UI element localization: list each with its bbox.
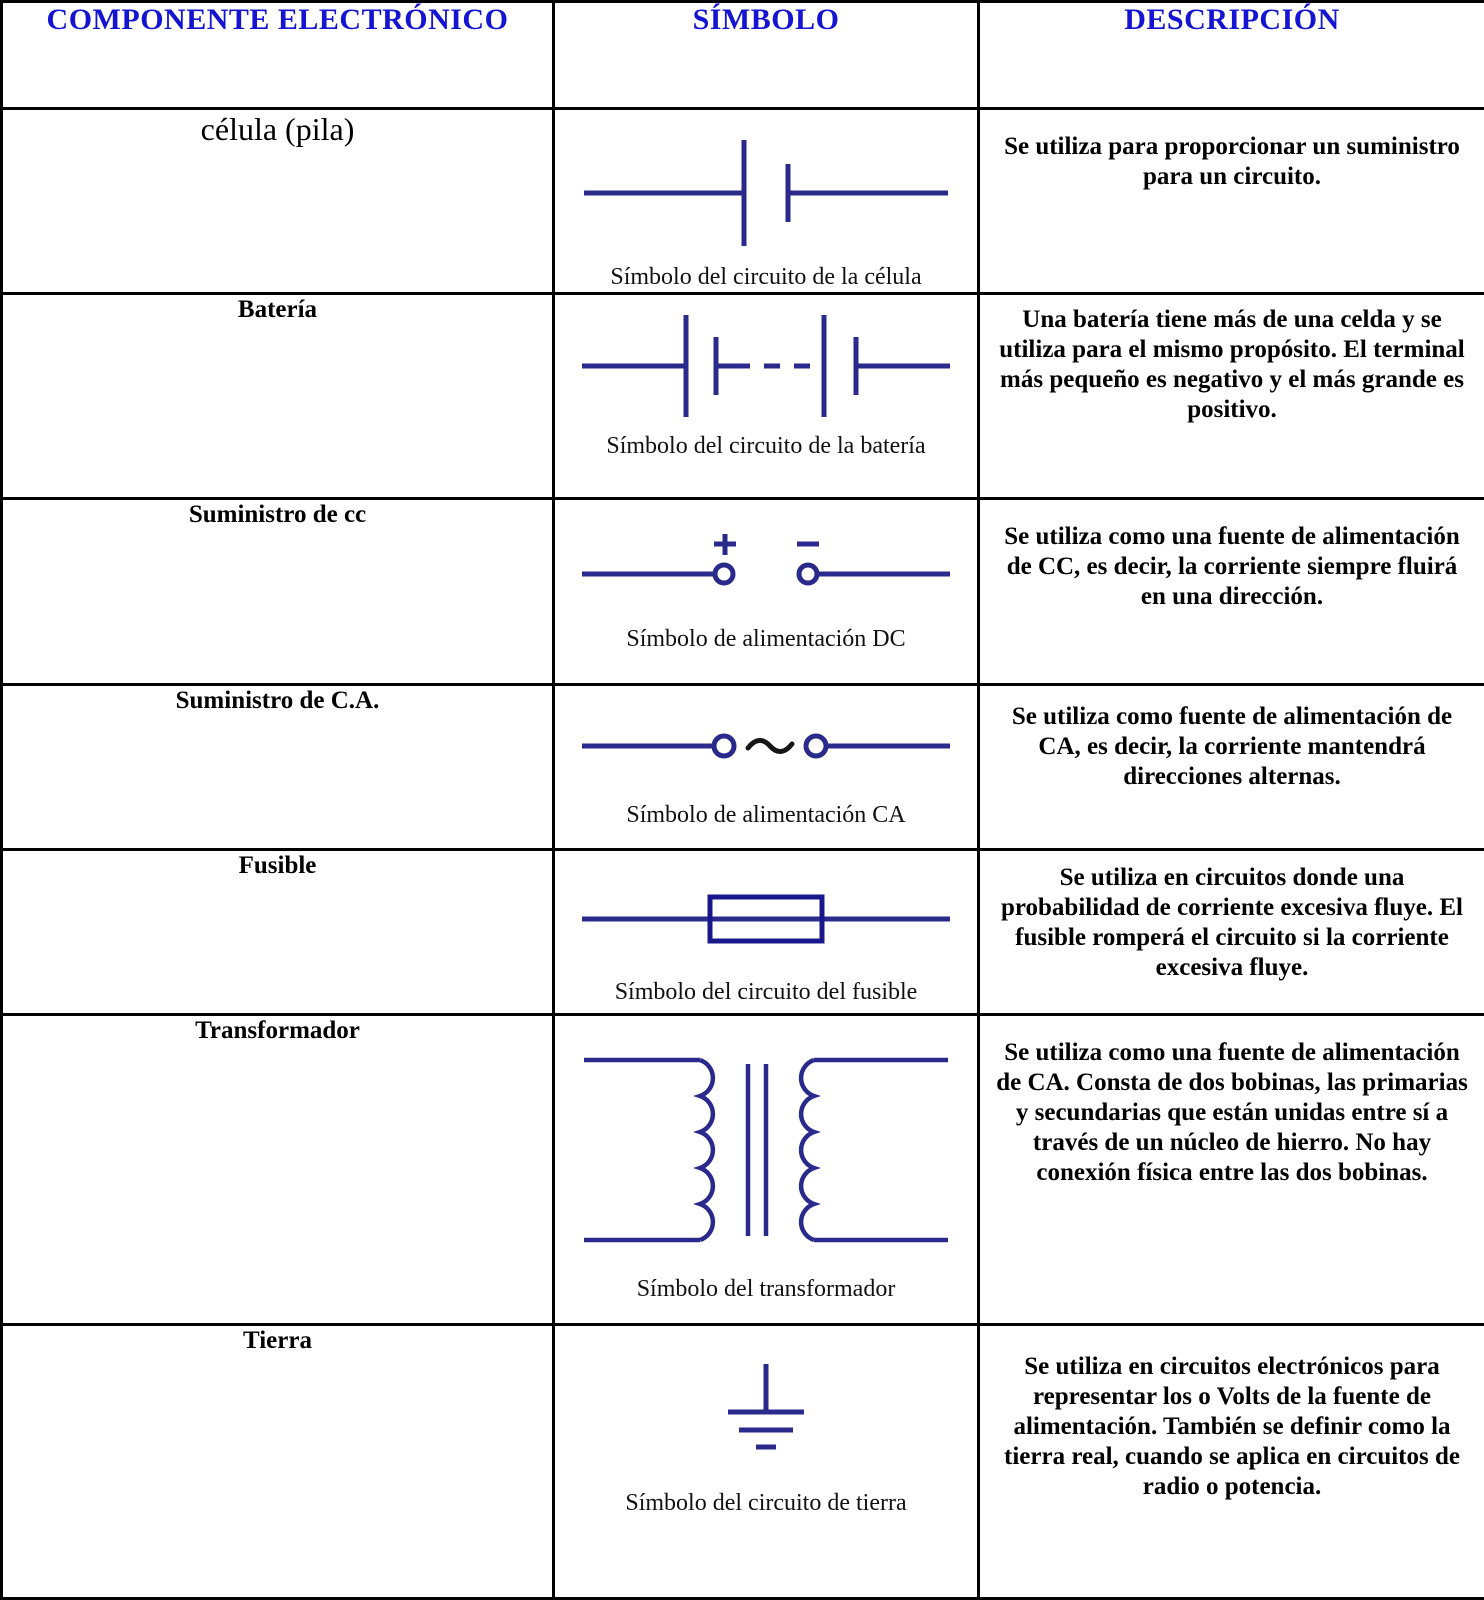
ground-symbol: [555, 1354, 977, 1460]
component-name-cell: [2, 849, 554, 1014]
component-name-cell: [2, 498, 554, 684]
description-cell: [979, 849, 1484, 1014]
table-row: [2, 498, 1484, 684]
table-body: [2, 109, 1484, 1599]
component-name-cell: [2, 1014, 554, 1324]
component-name-cell: [2, 1324, 554, 1598]
description-cell: [979, 684, 1484, 849]
table-row: [2, 1014, 1484, 1324]
table-row: [2, 109, 1484, 294]
symbol-caption: Símbolo de alimentación CA: [626, 801, 906, 828]
description-cell: [979, 293, 1484, 498]
component-name-label: Suministro de C.A.: [175, 686, 380, 714]
description-text: Se utiliza como una fuente de alimentación de CC, es decir, la corriente siempre fluirá en una dirección.: [1004, 522, 1460, 610]
description-text: Se utiliza para proporcionar un suministro para un circuito.: [1004, 133, 1460, 190]
symbol-caption: Símbolo de alimentación DC: [626, 625, 906, 652]
symbol-cell: [554, 684, 979, 849]
table-row: [2, 684, 1484, 849]
description-cell: [979, 109, 1484, 294]
header-cell-component: [2, 2, 554, 109]
table-row: [2, 293, 1484, 498]
table-row: [2, 849, 1484, 1014]
description-cell: [979, 498, 1484, 684]
symbol-cell: [554, 1014, 979, 1324]
symbol-caption: Símbolo del circuito de tierra: [625, 1489, 907, 1516]
ac-supply-symbol: [555, 716, 977, 772]
symbol-cell: [554, 293, 979, 498]
component-name-label: Batería: [237, 295, 318, 323]
header-cell-symbol: [554, 2, 979, 109]
header-label-description: DESCRIPCIÓN: [1124, 3, 1340, 36]
component-name-label: Suministro de cc: [188, 500, 367, 528]
component-name-cell: [2, 109, 554, 294]
description-text: Se utiliza en circuitos electrónicos para representar los o Volts de la fuente de alimentación. También se definir como la tierra real, cuando se aplica en circuitos de radio o potencia.: [1004, 1352, 1460, 1500]
symbol-caption: Símbolo del transformador: [636, 1275, 896, 1302]
header-label-component: COMPONENTE ELECTRÓNICO: [46, 3, 509, 36]
description-text: Una batería tiene más de una celda y se utiliza para el mismo propósito. El terminal más pequeño es negativo y el más grande es positivo.: [999, 305, 1465, 423]
symbol-caption: Símbolo del circuito de la batería: [606, 432, 926, 459]
description-cell: [979, 1014, 1484, 1324]
component-name-label: Transformador: [195, 1016, 360, 1044]
symbol-cell: [554, 849, 979, 1014]
transformer-symbol: [555, 1046, 977, 1246]
description-text: Se utiliza como fuente de alimentación de CA, es decir, la corriente mantendrá direcciones alternas.: [1011, 702, 1453, 790]
symbol-cell: [554, 1324, 979, 1598]
battery-symbol: [555, 307, 977, 425]
symbol-caption: Símbolo del circuito del fusible: [614, 978, 918, 1005]
component-name-cell: [2, 684, 554, 849]
cell-battery-symbol: [555, 134, 977, 252]
dc-supply-symbol: [555, 526, 977, 596]
description-cell: [979, 1324, 1484, 1598]
component-name-cell: [2, 293, 554, 498]
table-header: [2, 2, 1484, 109]
component-name-label: Fusible: [238, 851, 317, 879]
description-text: Se utiliza en circuitos donde una probabilidad de corriente excesiva fluye. El fusible romperá el circuito si la corriente excesiva fluye.: [1000, 863, 1463, 981]
component-name-label: Tierra: [243, 1326, 312, 1354]
fuse-symbol: [555, 879, 977, 957]
header-cell-description: [979, 2, 1484, 109]
symbol-cell: [554, 109, 979, 294]
component-name-label: célula (pila): [200, 111, 355, 147]
description-text: Se utiliza como una fuente de alimentación de CA. Consta de dos bobinas, las primarias y secundarias que están unidas entre sí a través de un núcleo de hierro. No hay conexión física entre las dos bobinas.: [996, 1038, 1468, 1186]
table-row: [2, 1324, 1484, 1598]
symbol-caption: Símbolo del circuito de la célula: [610, 264, 922, 290]
header-label-symbol: SÍMBOLO: [692, 3, 840, 36]
header-row: [2, 2, 1484, 109]
symbol-cell: [554, 498, 979, 684]
